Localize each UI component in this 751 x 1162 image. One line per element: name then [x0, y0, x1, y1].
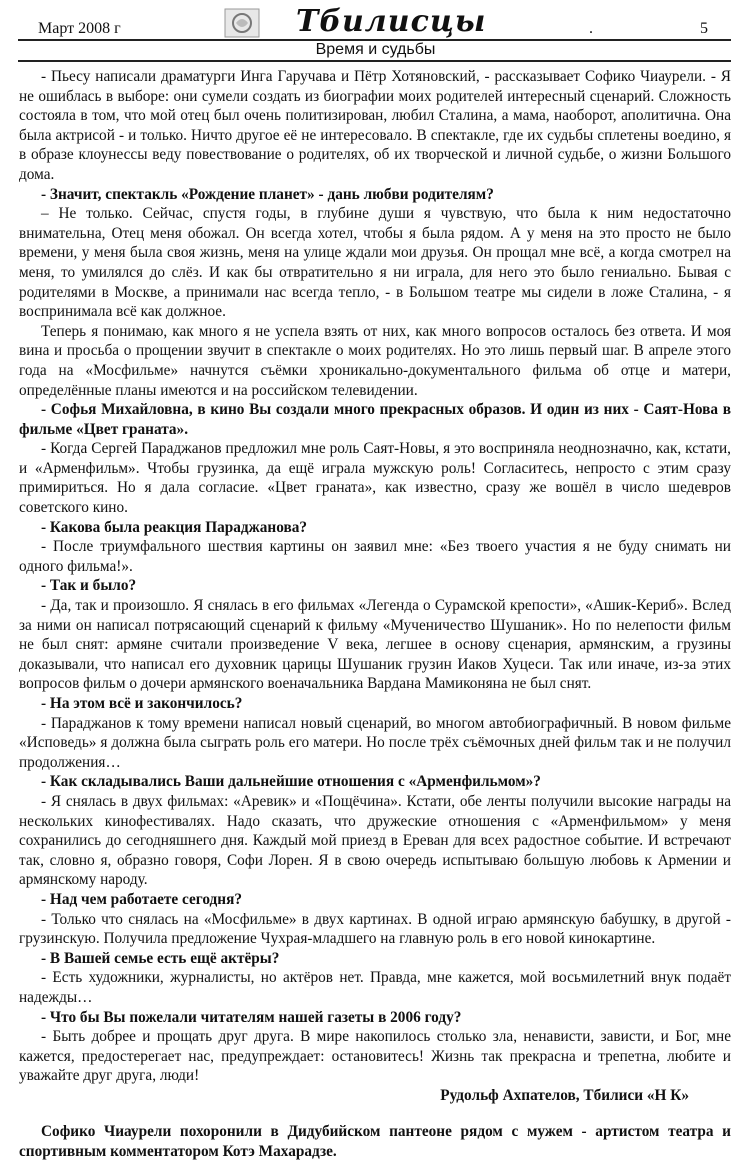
- header-rule-bottom: [18, 60, 731, 62]
- interview-question: - Как складывались Ваши дальнейшие отношения с «Арменфильмом»?: [41, 773, 541, 791]
- page-number: 5: [700, 20, 708, 37]
- interview-question: - Что бы Вы пожелали читателям нашей газеты в 2006 году?: [41, 1008, 462, 1026]
- interview-answer: - Параджанов к тому времени написал новый сценарий, во многом автобиографичный. В новом фильме «Исповедь» я должна была сыграть роль его матери. Но после трёх съёмочных дней фильм так и не получил продолжения…: [19, 714, 731, 771]
- interview-answer: Теперь я понимаю, как много я не успела взять от них, как много вопросов осталось без ответа. И моя вина и просьба о прощении звучит в спектакле о моих родителях. Но это лишь первый шаг. В апреле этого года на «Мосфильме» начнутся съёмки хроникально-документального фильма об отце и матери, определённые планы имеются и на российском телевидении.: [19, 322, 731, 399]
- section-title: Время и судьбы: [315, 41, 436, 58]
- interview-answer: - Пьесу написали драматурги Инга Гаручава и Пётр Хотяновский, - рассказывает Софико Чиаурели. - Я не ошиблась в выборе: они сумели создать из биографии моих родителей интересный сценарий. Сложность состояла в том, что мой отец был очень политизирован, любил Сталина, а мама, наоборот, аполитична. Она была актрисой - и только. Ничто другое её не интересовало. В спектакле, где их судьбы сплетены воедино, я в образе клоунессы веду повествование о родителях, об их творческой и личной судьбе, о жизни Большого дома.: [19, 68, 731, 183]
- issue-date: Март 2008 г: [38, 20, 121, 37]
- interview-question: - Какова была реакция Параджанова?: [41, 518, 308, 536]
- newspaper-emblem-icon: [224, 8, 260, 38]
- interview-answer: - После триумфального шествия картины он заявил мне: «Без твоего участия я не буду снимать ни одного фильма!».: [19, 538, 731, 575]
- article-paragraphs: [19, 67, 731, 1086]
- interview-answer: - Когда Сергей Параджанов предложил мне роль Саят-Новы, я это восприняла неоднозначно, как, кстати, и «Арменфильм». Чтобы грузинка, да ещё играла мужскую роль! Согласитесь, непросто с этим сразу примириться. Но я дала согласие. «Цвет граната», как известно, сразу же вошёл в число шедевров советского кино.: [19, 440, 731, 517]
- interview-answer: - Есть художники, журналисты, но актёров нет. Правда, мне кажется, мой восьмилетний внук подаёт надежды…: [19, 969, 731, 1006]
- interview-question: - Значит, спектакль «Рождение планет» - дань любви родителям?: [41, 185, 494, 203]
- interview-question: - В Вашей семье есть ещё актёры?: [41, 949, 280, 967]
- interview-question: - Так и было?: [41, 577, 137, 595]
- closing-note: Софико Чиаурели похоронили в Дидубийском пантеоне рядом с мужем - артистом театра и спортивным комментатором Котэ Махарадзе.: [19, 1123, 731, 1161]
- header-dot: .: [589, 20, 593, 37]
- interview-question: - На этом всё и закончилось?: [41, 695, 243, 712]
- interview-answer: - Да, так и произошло. Я снялась в его фильмах «Легенда о Сурамской крепости», «Ашик-Кериб». Вслед за ними он написал потрясающий сценарий к фильму «Мученичество Шушаник». Но по нелепости фильм не был снят: армяне считали произведение V века, легшее в основу сценария, армянским, а грузины доказывали, что написал его духовник царицы Шушаник грузин Иаков Хуцеси. Так или иначе, из-за этих вопросов фильм о дочери армянского военачальника Вардана Мамиконяна не был снят.: [19, 597, 731, 693]
- interview-answer: - Я снялась в двух фильмах: «Аревик» и «Пощёчина». Кстати, обе ленты получили высокие награды на нескольких кинофестивалях. Надо сказать, что дружеские отношения с «Арменфильмом» у меня сохранились до сегодняшнего дня. Каждый мой приезд в Ереван для всех радостное событие. И встречают так, словно я, образно говоря, Софи Лорен. Я в свою очередь испытываю большую любовь к Армении и армянскому народу.: [19, 792, 731, 889]
- newspaper-name: Тбилисцы: [296, 4, 487, 39]
- interview-question: - Над чем работаете сегодня?: [41, 890, 243, 908]
- interview-answer: – Не только. Сейчас, спустя годы, в глубине души я чувствую, что была к ним недостаточно внимательна, Отец меня обожал. Он всегда хотел, чтобы я была рядом. А у меня на это просто не было времени, у меня была своя жизнь, меня на улице ждали мои друзья. Он прощал мне всё, а когда смотрел на меня, то умилялся до слёз. И как бы отвратительно я ни играла, для него это было гениально. Бывая с родителями в Москве, а принимали нас всегда тепло, - в Большом театре мы сидели в ложе Сталина, - я воспринимала всё как должное.: [19, 205, 731, 321]
- interview-answer: - Только что снялась на «Мосфильме» в двух картинах. В одной играю армянскую бабушку, в другой - грузинскую. Получила предложение Чухрая-младшего на главную роль в его новой кинокартине.: [19, 910, 731, 948]
- article-body: [19, 67, 731, 1162]
- interview-answer: - Быть добрее и прощать друг друга. В мире накопилось столько зла, ненависти, зависти, и Бог, мне кажется, предостерегает нас, предупреждает: остановитесь! Жизнь так прекрасна и трепетна, любите и уважайте друг друга, люди!: [19, 1028, 731, 1085]
- interview-question: - Софья Михайловна, в кино Вы создали много прекрасных образов. И один из них - Саят-Нова в фильме «Цвет граната».: [19, 401, 731, 438]
- article-signature: Рудольф Ахпателов, Тбилиси «Н К»: [440, 1086, 689, 1104]
- page-header: [0, 0, 751, 62]
